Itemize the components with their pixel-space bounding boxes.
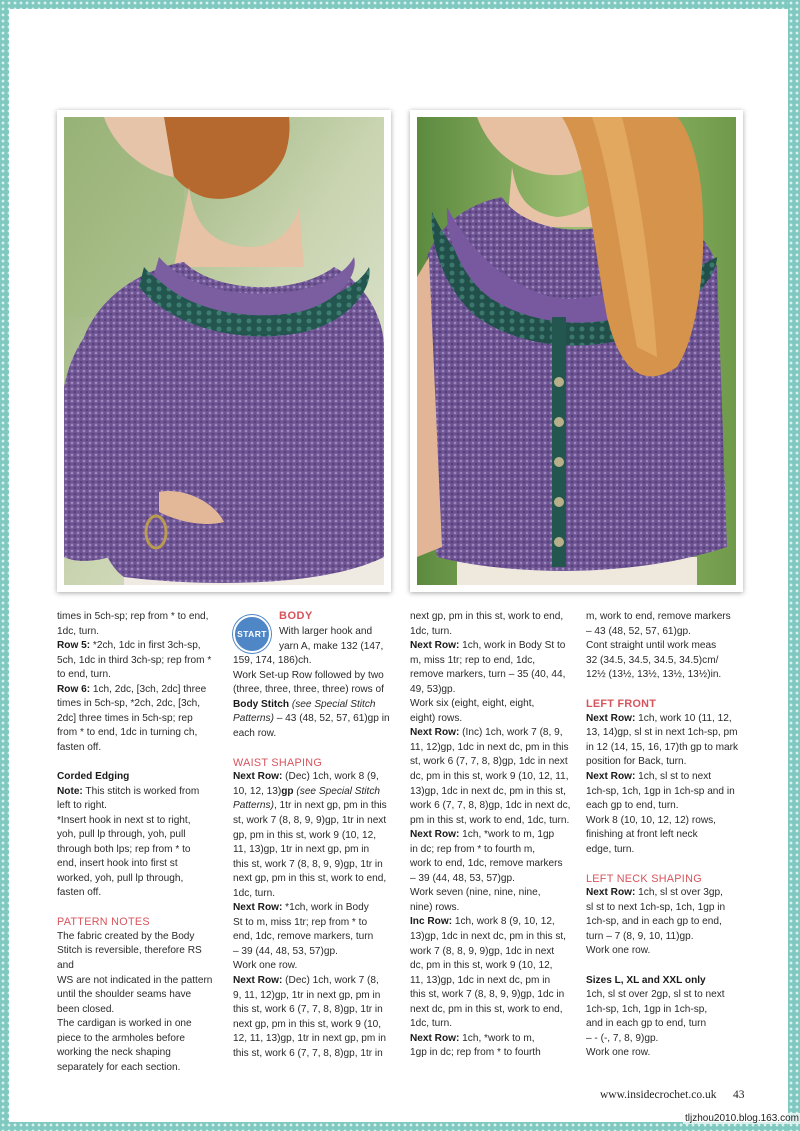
text-line: eight) rows. <box>410 712 463 724</box>
body-intro <box>279 625 397 654</box>
text-line: The fabric created by the Body <box>57 930 195 942</box>
row-label: Next Row: <box>233 771 283 783</box>
text-line: piece to the armholes before <box>57 1032 185 1044</box>
term: gp <box>281 785 294 797</box>
text-line: this st, work 7 (8, 8, 9, 9)gp, 1dc in <box>410 989 565 1001</box>
text-line: in dc; rep from * to fourth m, <box>410 843 536 855</box>
text-line: 1ch, sl st to next <box>635 770 712 782</box>
next-row <box>410 828 572 843</box>
text-line: 1ch, work 10 (11, 12, <box>635 712 732 724</box>
text-line: next gp, pm in this st, work to end, <box>233 873 387 885</box>
text-line: This stitch is worked from <box>82 785 200 797</box>
text-line: next dc, pm in this st, work to end, <box>410 1003 563 1015</box>
next-row <box>233 901 397 916</box>
text-line: times in 5ch-sp; rep from * to end, <box>57 611 209 622</box>
text-line: 1ch-sp, 1ch, 1gp in 1ch-sp and in <box>586 785 735 797</box>
next-row <box>586 886 751 901</box>
term: Body Stitch <box>233 698 290 710</box>
text-line: 1ch, 2dc, [3ch, 2dc] three <box>90 683 207 695</box>
text-line: this st, work 6 (7, 7, 8, 8)gp, 1tr in <box>233 1047 383 1059</box>
text-line: and in each gp to end, turn <box>586 1018 707 1030</box>
text-line: yarn A, make 132 (147, <box>279 640 384 652</box>
text-line: edge, turn. <box>586 843 635 855</box>
text-line: 12, 11, 13)gp, 1tr in next gp, pm in <box>233 1033 386 1045</box>
text-line: 1gp in dc; rep from * to fourth <box>410 1047 541 1059</box>
text-line: 10, 12, 13) <box>233 785 282 797</box>
next-row <box>410 726 572 741</box>
start-badge: START <box>233 615 271 653</box>
text-line: 13)gp, 1dc in next dc, pm in this st, <box>410 785 566 797</box>
photo-front-view <box>410 110 743 592</box>
text-line: – 39 (44, 48, 53, 57)gp. <box>410 872 515 884</box>
text-line: 1ch, work 8 (9, 10, 12, <box>452 916 555 928</box>
text-line: 13)gp, 1dc in next dc, pm in this st, <box>410 931 566 943</box>
text-line: been closed. <box>57 1003 115 1015</box>
text-line: 12½ (13½, 13½, 13½, 13½)in. <box>586 669 722 681</box>
text-line: next gp, pm in this st, work to end, <box>410 611 564 622</box>
photo-back-view <box>57 110 391 592</box>
text-line <box>233 799 397 814</box>
text-line: (Dec) 1ch, work 7 (8, <box>282 974 379 986</box>
text-line: yoh, pull lp through, yoh, pull <box>57 829 186 841</box>
text-line: through both lps; rep from * to <box>57 843 191 855</box>
text-line: until the shoulder seams have <box>57 989 192 1001</box>
text-line: 1dc, turn. <box>410 1018 453 1030</box>
text-line: 159, 174, 186)ch. <box>233 655 312 666</box>
text-line: Work one row. <box>586 1047 651 1059</box>
text-column-2 <box>233 654 397 1061</box>
text-line: 1dc, turn. <box>233 887 276 899</box>
text-line: in 12 (14, 15, 16, 17)th gp to mark <box>586 741 739 753</box>
page-border-left <box>0 0 9 1131</box>
page-border-right <box>788 0 800 1131</box>
next-row <box>586 770 751 785</box>
text-line: fasten off. <box>57 887 102 899</box>
photo-icon <box>417 117 736 585</box>
reference: Patterns) <box>233 800 274 812</box>
row-label: Next Row: <box>410 727 460 739</box>
text-line: turn – 7 (8, 9, 10, 11)gp. <box>586 930 694 942</box>
text-line: from * to end, 1dc in turning ch, <box>57 727 198 739</box>
text-line: m, miss 1tr; rep to end, 1dc, <box>410 654 536 666</box>
text-line: Work 8 (10, 10, 12, 12) rows, <box>586 814 716 826</box>
text-line: gp, pm in this st, work 9 (10, 12, <box>233 829 377 841</box>
page-border-bottom <box>0 1122 800 1131</box>
text-line: Work seven (nine, nine, nine, <box>410 887 541 899</box>
text-line: this st, work 6 (7, 7, 8, 8)gp, 1tr in <box>233 1004 383 1016</box>
text-line: 1dc, turn. <box>410 625 453 637</box>
reference: (see Special Stitch <box>289 698 376 710</box>
section-heading-sizes: Sizes L, XL and XXL only <box>586 974 706 986</box>
next-row <box>410 1032 572 1047</box>
inc-row <box>410 915 572 930</box>
text-line: finishing at front left neck <box>586 829 698 841</box>
section-heading-left-front: LEFT FRONT <box>586 698 657 711</box>
row-label: Row 6: <box>57 683 91 695</box>
text-line: Work Set-up Row followed by two <box>233 669 384 681</box>
reference: Patterns) <box>233 713 274 725</box>
text-line: 32 (34.5, 34.5, 34.5, 34.5)cm/ <box>586 654 719 666</box>
row-5 <box>57 639 217 654</box>
section-heading-corded-edging: Corded Edging <box>57 770 130 782</box>
text-line: end, 1dc, remove markers, turn <box>233 931 374 943</box>
text-line: 1ch, work in Body St to <box>459 640 566 652</box>
text-line: work 7 (8, 8, 9, 9)gp, 1dc in next <box>410 945 555 957</box>
section-heading-waist-shaping: WAIST SHAPING <box>233 756 323 769</box>
text-line: fasten off. <box>57 741 102 753</box>
text-line: pm in this st, work to end, 1dc, turn. <box>410 814 570 826</box>
text-line: 11, 13)gp, 1tr in next gp, pm in <box>233 844 370 856</box>
section-heading-left-neck-shaping: LEFT NECK SHAPING <box>586 872 702 885</box>
section-heading-body: BODY <box>279 610 313 622</box>
text-line: With larger hook and <box>279 626 373 637</box>
text-line: 49, 53)gp. <box>410 683 456 695</box>
text-column-1 <box>57 610 217 1075</box>
photo-icon <box>64 117 384 585</box>
text-line: position for Back, turn. <box>586 756 687 768</box>
row-label: Row 5: <box>57 640 91 652</box>
text-line: The cardigan is worked in one <box>57 1018 192 1030</box>
row-label: Next Row: <box>410 1032 460 1044</box>
text-line: dc, pm in this st, work 9 (10, 12, 11, <box>410 771 569 783</box>
row-label: Next Row: <box>410 640 460 652</box>
text-line: times in 5ch-sp, *2ch, 2dc, [3ch, <box>57 698 201 710</box>
row-label: Next Row: <box>233 902 283 914</box>
text-line: each row. <box>233 727 277 739</box>
text-line: 1ch-sp, 1ch, 1gp in 1ch-sp, <box>586 1003 708 1015</box>
text-line <box>233 785 397 800</box>
text-line <box>233 712 397 727</box>
text-line: – 43 (48, 52, 57, 61)gp. <box>586 625 691 637</box>
text-line: Cont straight until work meas <box>586 640 717 652</box>
row-label: Next Row: <box>586 887 636 899</box>
text-column-3 <box>410 610 572 1061</box>
next-row <box>586 712 751 727</box>
text-line: *1ch, work in Body <box>282 902 369 914</box>
note <box>57 785 217 800</box>
text-line: this st, work 7 (8, 8, 9, 9)gp, 1tr in <box>233 858 383 870</box>
footer-website-link[interactable]: www.insidecrochet.co.uk <box>600 1089 717 1101</box>
text-line: Work six (eight, eight, eight, <box>410 698 535 710</box>
text-line: 1ch, *work to m, 1gp <box>459 829 555 841</box>
text-line: 1ch, sl st over 3gp, <box>635 887 723 899</box>
page-border-top <box>0 0 800 9</box>
text-line: st, work 7 (8, 8, 9, 9)gp, 1tr in next <box>233 814 387 826</box>
text-column-4 <box>586 610 751 1061</box>
next-row <box>233 770 397 785</box>
text-line: m, work to end, remove markers <box>586 611 731 622</box>
text-line: working the neck shaping <box>57 1047 171 1059</box>
note-label: Note: <box>57 785 83 797</box>
text-line: WS are not indicated in the pattern <box>57 974 213 986</box>
text-line: 1ch, sl st over 2gp, sl st to next <box>586 989 725 1001</box>
row-label: Next Row: <box>233 974 283 986</box>
row-label: Inc Row: <box>410 916 453 928</box>
next-row <box>410 639 572 654</box>
text-line: sl st to next 1ch-sp, 1ch, 1gp in <box>586 901 726 913</box>
text-line: left to right. <box>57 800 107 812</box>
row-label: Next Row: <box>586 712 636 724</box>
reference: (see Special Stitch <box>293 785 381 797</box>
text-line: work 6 (7, 7, 8, 8)gp, 1dc in next dc, <box>410 800 571 812</box>
text-line: separately for each section. <box>57 1061 181 1073</box>
text-line: 13, 14)gp, sl st in next 1ch-sp, pm <box>586 727 738 739</box>
text-line: remove markers, turn – 35 (40, 44, <box>410 669 566 681</box>
text-line: – 43 (48, 52, 57, 61)gp in <box>273 713 390 725</box>
text-line: St to m, miss 1tr; rep from * to <box>233 916 368 928</box>
text-line: next gp, pm in this st, work 9 (10, <box>233 1018 382 1030</box>
text-line: *Insert hook in next st to right, <box>57 814 191 826</box>
row-label: Next Row: <box>586 770 636 782</box>
text-line: st, work 6 (7, 7, 8, 8)gp, 1dc in next <box>410 756 568 768</box>
text-line <box>233 698 397 713</box>
text-line: Work one row. <box>233 960 298 972</box>
text-line: to end, turn. <box>57 669 111 681</box>
text-line: , 1tr in next gp, pm in this <box>273 800 387 812</box>
section-heading-pattern-notes: PATTERN NOTES <box>57 916 150 929</box>
text-line: 1ch, *work to m, <box>459 1032 535 1044</box>
text-line: 5ch, 1dc in third 3ch-sp; rep from * <box>57 654 212 666</box>
text-line: 11, 13)gp, 1dc in next dc, pm in <box>410 974 551 986</box>
text-line: Work one row. <box>586 945 651 957</box>
row-6 <box>57 683 217 698</box>
watermark: tljzhou2010.blog.163.com <box>685 1113 799 1124</box>
text-line: each gp to end, turn. <box>586 800 679 812</box>
text-line: Stitch is reversible, therefore RS and <box>57 945 202 972</box>
next-row <box>233 974 397 989</box>
text-line: *2ch, 1dc in first 3ch-sp, <box>90 640 201 652</box>
text-line: – 39 (44, 48, 53, 57)gp. <box>233 945 338 957</box>
text-line: 1ch-sp, and in each gp to end, <box>586 916 722 928</box>
text-line: dc, pm in this st, work 9 (10, 12, <box>410 960 553 972</box>
page-number: 43 <box>733 1089 745 1101</box>
text-line: (three, three, three, three) rows of <box>233 684 384 696</box>
text-line: (Inc) 1ch, work 7 (8, 9, <box>459 727 563 739</box>
text-line: nine) rows. <box>410 901 460 913</box>
text-line: 11, 12)gp, 1dc in next dc, pm in this <box>410 741 569 753</box>
text-line: 2dc] three times in 5ch-sp; rep <box>57 712 193 724</box>
text-line: 1dc, turn. <box>57 625 100 637</box>
text-line: 9, 11, 12)gp, 1tr in next gp, pm in <box>233 989 381 1001</box>
text-line: work to end, 1dc, remove markers <box>410 858 563 870</box>
text-line: end, insert hook into first st <box>57 858 178 870</box>
text-line: – - (-, 7, 8, 9)gp. <box>586 1032 659 1044</box>
text-line: (Dec) 1ch, work 8 (9, <box>282 771 379 783</box>
row-label: Next Row: <box>410 829 460 841</box>
text-line: worked, yoh, pull lp through, <box>57 872 184 884</box>
